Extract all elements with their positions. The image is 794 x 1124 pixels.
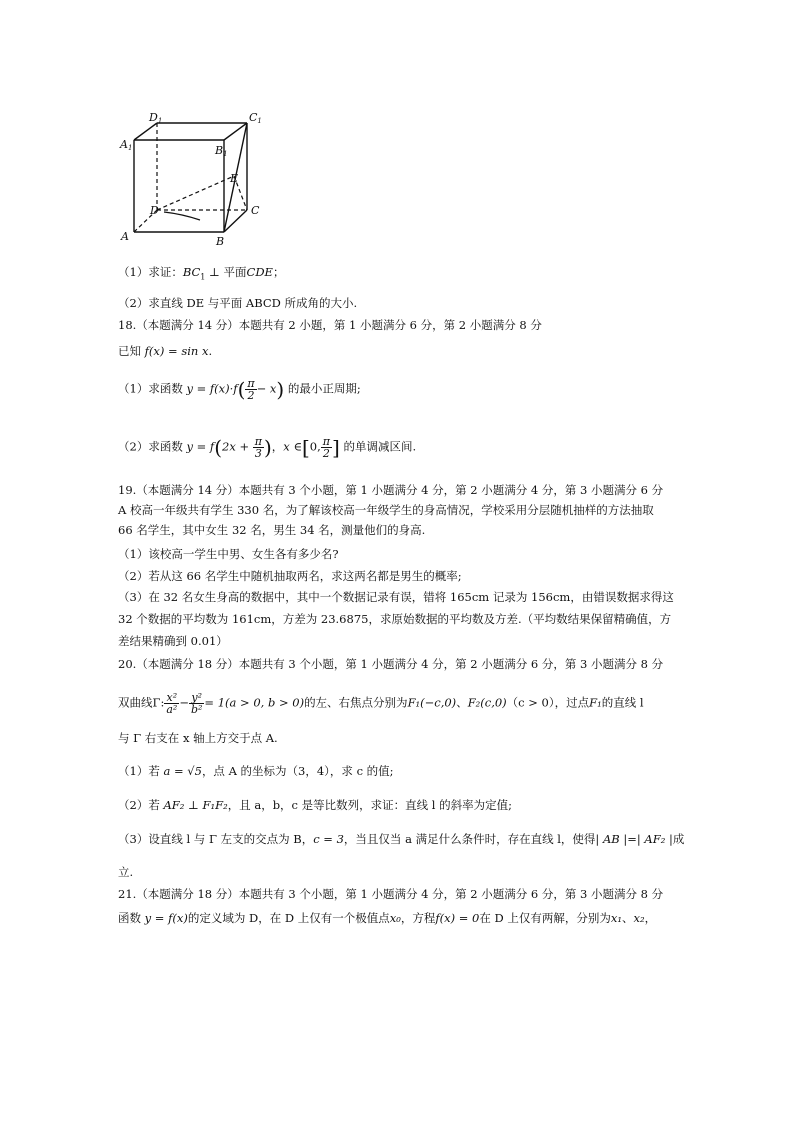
label-a: A (121, 230, 129, 243)
q19-header: 19.（本题满分 14 分）本题共有 3 个小题，第 1 小题满分 4 分，第 2 小题满分 4 分，第 3 小题满分 6 分 (118, 483, 664, 497)
q18-given: 已知 f(x) = sin x. (118, 344, 213, 358)
q18-part2: （2）求函数 y = f(2x + $\frac{\pi}{3}$ )，x ∈[0, $\frac{\pi}{2}$ ] 的单调减区间. (118, 435, 417, 460)
q19-intro2: 66 名学生，其中女生 32 名，男生 34 名，测量他们的身高. (118, 523, 426, 537)
cube-figure (112, 110, 272, 260)
q19-intro1: A 校高一年级共有学生 330 名，为了解该校高一年级学生的身高情况，学校采用分层随机抽样的方法抽取 (118, 503, 654, 517)
edge-a1-d1 (134, 123, 157, 140)
q17-part1: （1）求证：$BC_1$ ⊥ 平面CDE； (118, 265, 285, 282)
q18-part1: （1）求函数 y = f(x)·f( $\frac{\pi}{2}$ − x) 的最小正周期; (118, 377, 361, 402)
label-d1: D1 (149, 111, 163, 125)
q19-part3a: （3）在 32 名女生身高的数据中，其中一个数据记录有误，错将 165cm 记录为 156cm，由错误数据求得这 (118, 590, 674, 604)
label-a1: A1 (120, 138, 133, 152)
label-b: B (216, 235, 225, 248)
q21-intro: 函数 y = f(x)的定义域为 D，在 D 上仅有一个极值点x₀，方程f(x) = 0在 D 上仅有两解，分别为x₁、x₂， (118, 911, 657, 925)
q20-part2: （2）若 AF₂ ⊥ F₁F₂，且 a，b，c 是等比数列，求证：直线 l 的斜率为定值; (118, 798, 513, 812)
q18-header: 18.（本题满分 14 分）本题共有 2 小题，第 1 小题满分 6 分，第 2 小题满分 8 分 (118, 318, 542, 332)
angle-mark (164, 212, 200, 220)
q20-part3-end: 立. (118, 865, 134, 879)
label-b1: B1 (215, 144, 228, 158)
q20-intro: 双曲线Γ: $\frac{\text{x²}}{\text{a²}}$ − $\frac{\text{y²}}{\text{b²}}$ = 1(a > 0, b > 0)的左、右焦点分别为F₁(−c,0)、F₂(c,0)（c > 0），过点F₁的直线 l (118, 691, 644, 716)
label-d: D (150, 204, 159, 217)
q19-part3c: 差结果精确到 0.01） (118, 634, 228, 648)
q17-part2: （2）求直线 DE 与平面 ABCD 所成角的大小. (118, 296, 358, 310)
hidden-line-d-e (157, 176, 234, 210)
q21-header: 21.（本题满分 18 分）本题共有 3 个小题，第 1 小题满分 4 分，第 2 小题满分 6 分，第 3 小题满分 8 分 (118, 887, 664, 901)
q20-part3: （3）设直线 l 与 Γ 左支的交点为 B，c = 3，当且仅当 a 满足什么条件时，存在直线 l，使得| AB |=| AF₂ |成 (118, 832, 685, 846)
label-c: C (251, 204, 260, 217)
q19-part2: （2）若从这 66 名学生中随机抽取两名，求这两名都是男生的概率; (118, 569, 462, 583)
q19-part3b: 32 个数据的平均数为 161cm，方差为 23.6875，求原始数据的平均数及方差.（平均数结果保留精确值，方 (118, 612, 672, 626)
q20-intro2: 与 Γ 右支在 x 轴上方交于点 A. (118, 731, 278, 745)
q19-part1: （1）该校高一学生中男、女生各有多少名? (118, 547, 339, 561)
q20-header: 20.（本题满分 18 分）本题共有 3 个小题，第 1 小题满分 4 分，第 2 小题满分 6 分，第 3 小题满分 8 分 (118, 657, 664, 671)
label-e: E (230, 172, 239, 185)
label-c1: C1 (249, 111, 262, 125)
q20-part1: （1）若 a = √5，点 A 的坐标为（3，4），求 c 的值; (118, 764, 394, 778)
